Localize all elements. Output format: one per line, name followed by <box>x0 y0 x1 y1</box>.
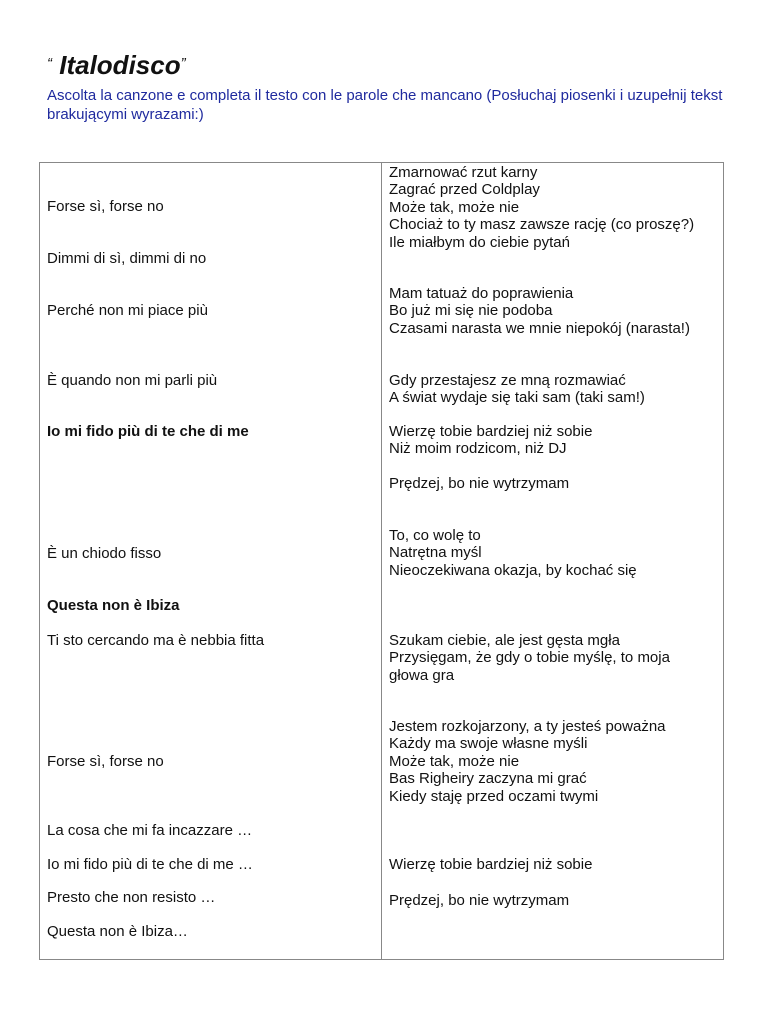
polish-line: Każdy ma swoje własne myśli <box>389 735 588 753</box>
italian-line: Ti sto cercando ma è nebbia fitta <box>47 632 265 649</box>
page-title <box>47 50 186 81</box>
italian-line: È quando non mi parli più <box>47 372 218 389</box>
polish-line: Wierzę tobie bardziej niż sobie <box>389 423 593 440</box>
polish-stanza <box>389 892 569 909</box>
polish-line: Szukam ciebie, ale jest gęsta mgła <box>389 632 620 649</box>
polish-line: Wierzę tobie bardziej niż sobie <box>389 856 593 873</box>
italian-line: Presto che non resisto … <box>47 889 216 906</box>
italian-line: Perché non mi piace più <box>47 302 208 319</box>
polish-line: Może tak, może nie <box>389 752 520 770</box>
close-quote: ” <box>180 55 186 72</box>
open-quote: “ <box>47 55 52 72</box>
italian-line: Questa non è Ibiza <box>47 597 180 614</box>
polish-stanza <box>389 632 670 684</box>
polish-stanza <box>389 164 694 251</box>
polish-line: A świat wydaje się taki sam (taki sam!) <box>389 389 645 407</box>
polish-line: Prędzej, bo nie wytrzymam <box>389 475 570 492</box>
polish-line: Kiedy staję przed oczami twymi <box>389 787 599 805</box>
polish-line: Bas Righeiry zaczyna mi grać <box>389 770 587 788</box>
polish-stanza <box>389 475 569 492</box>
polish-stanza <box>389 718 666 805</box>
polish-stanza <box>389 423 592 458</box>
polish-line: Gdy przestajesz ze mną rozmawiać <box>389 372 626 389</box>
italian-line: La cosa che mi fa incazzare … <box>47 822 253 839</box>
column-divider <box>381 162 382 960</box>
polish-line: Ile miałbym do ciebie pytań <box>389 233 570 251</box>
italian-line: Forse sì, forse no <box>47 198 164 215</box>
italian-line: Questa non è Ibiza… <box>47 923 188 940</box>
polish-stanza <box>389 856 592 873</box>
polish-line: Zagrać przed Coldplay <box>389 181 540 199</box>
polish-line: Przysięgam, że gdy o tobie myślę, to moja <box>389 649 670 667</box>
polish-stanza <box>389 372 645 407</box>
polish-line: Prędzej, bo nie wytrzymam <box>389 892 570 909</box>
italian-line: Io mi fido più di te che di me <box>47 423 249 440</box>
polish-line: Może tak, może nie <box>389 198 520 216</box>
polish-stanza <box>389 285 690 337</box>
polish-line: Zmarnować rzut karny <box>389 164 538 181</box>
polish-line: Bo już mi się nie podoba <box>389 302 553 320</box>
italian-line: Forse sì, forse no <box>47 753 164 770</box>
polish-line: To, co wolę to <box>389 527 481 544</box>
instructions: Ascolta la canzone e completa il testo con le parole che mancano (Posłuchaj piosenki i uzupełnij tekst brakującymi wyrazami:) <box>47 87 723 123</box>
polish-stanza <box>389 527 637 579</box>
title-text: Italodisco <box>59 50 181 80</box>
italian-line: Io mi fido più di te che di me … <box>47 856 253 873</box>
polish-line: głowa gra <box>389 666 455 684</box>
polish-line: Czasami narasta we mnie niepokój (narasta!) <box>389 319 690 337</box>
polish-line: Nieoczekiwana okazja, by kochać się <box>389 561 637 579</box>
polish-line: Niż moim rodzicom, niż DJ <box>389 440 567 458</box>
polish-line: Chociaż to ty masz zawsze rację (co proszę?) <box>389 216 695 234</box>
italian-line: È un chiodo fisso <box>47 545 162 562</box>
polish-line: Jestem rozkojarzony, a ty jesteś poważna <box>389 718 666 735</box>
polish-line: Mam tatuaż do poprawienia <box>389 285 574 302</box>
italian-line: Dimmi di sì, dimmi di no <box>47 250 207 267</box>
polish-line: Natrętna myśl <box>389 544 482 562</box>
